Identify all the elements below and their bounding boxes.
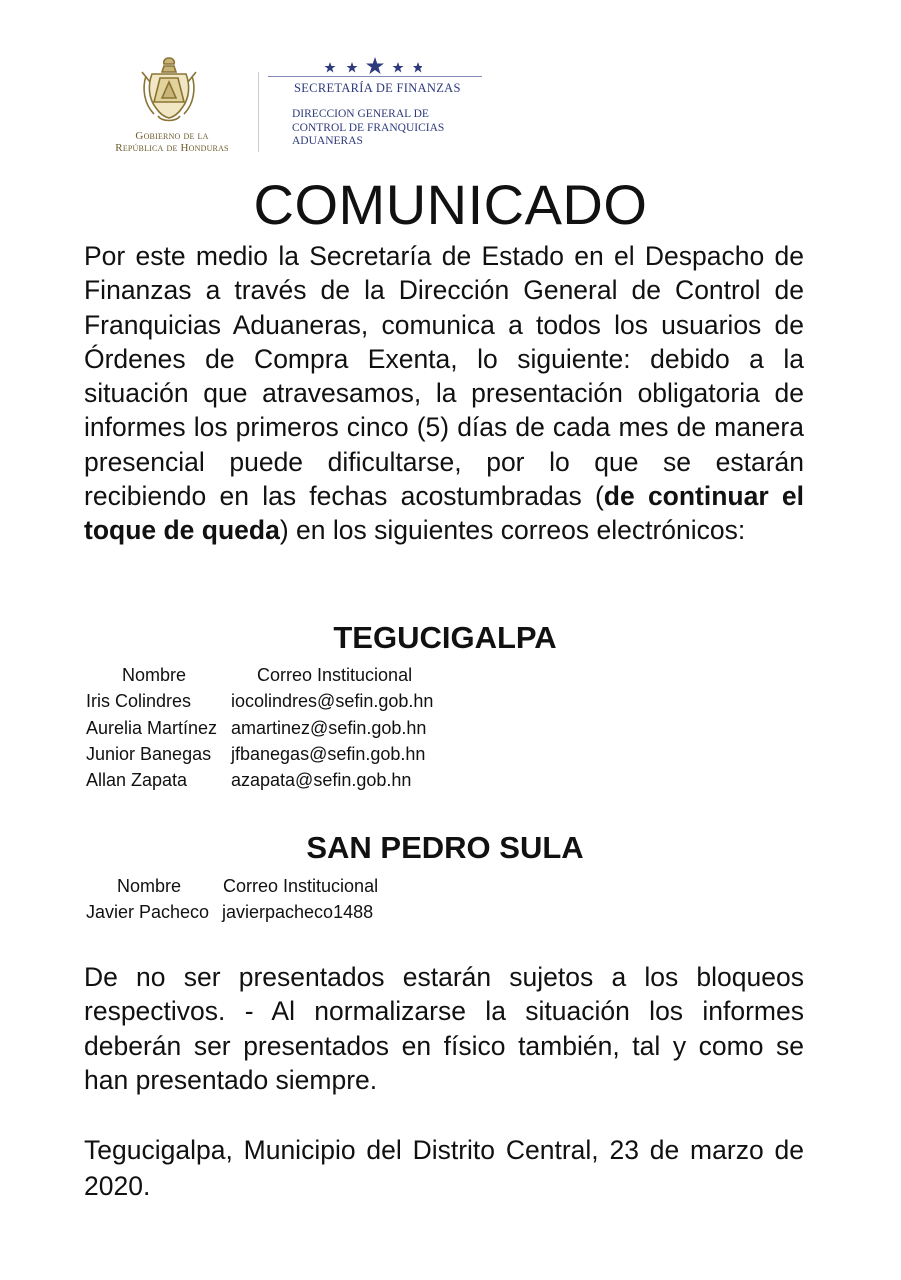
table-header xyxy=(86,662,506,688)
government-line-2: República de Honduras xyxy=(115,142,229,154)
column-header-email: Correo Institucional xyxy=(257,665,413,685)
page-title: COMUNICADO xyxy=(253,173,648,236)
table-row xyxy=(86,899,506,925)
contact-name: Junior Banegas xyxy=(86,743,212,764)
ministry-name: SECRETARÍA DE FINANZAS xyxy=(294,81,461,95)
stars-icon xyxy=(322,56,422,76)
government-name xyxy=(92,130,252,154)
letterhead xyxy=(0,0,901,165)
government-line-1: Gobierno de la xyxy=(135,130,209,142)
intro-text-bold: de continuar el toque de queda xyxy=(84,481,804,546)
coat-of-arms-icon xyxy=(138,54,200,126)
column-header-name: Nombre xyxy=(117,876,182,896)
department-name xyxy=(292,108,512,149)
contact-email: azapata@sefin.gob.hn xyxy=(231,770,412,791)
contact-email: jfbanegas@sefin.gob.hn xyxy=(231,743,426,764)
san-pedro-sula-contacts-table xyxy=(86,873,506,926)
dateline: Tegucigalpa, Municipio del Distrito Central, 23 de marzo de 2020. xyxy=(84,1135,804,1201)
contact-name: Iris Colindres xyxy=(86,691,192,712)
san-pedro-sula-heading: SAN PEDRO SULA xyxy=(306,830,584,865)
table-row xyxy=(86,741,506,767)
table-header xyxy=(86,873,506,899)
tegucigalpa-heading: TEGUCIGALPA xyxy=(333,620,557,655)
department-line-3: ADUANERAS xyxy=(292,135,363,147)
table-row xyxy=(86,767,506,793)
closing-paragraph: De no ser presentados estarán sujetos a los bloqueos respectivos. - Al normalizarse la situación los informes deberán ser presentados en físico también, tal y como se han presentado siempre. xyxy=(84,962,804,1095)
contact-email: javierpacheco1488 xyxy=(222,902,374,923)
department-line-2: CONTROL DE FRANQUICIAS xyxy=(292,121,445,134)
tegucigalpa-contacts-table xyxy=(86,662,506,793)
department-line-1: DIRECCION GENERAL DE xyxy=(292,108,429,120)
table-row xyxy=(86,688,506,714)
contact-email: amartinez@sefin.gob.hn xyxy=(231,717,427,738)
ministry-rule xyxy=(268,76,482,77)
contact-name: Aurelia Martínez xyxy=(86,717,218,738)
table-row xyxy=(86,715,506,741)
column-header-email: Correo Institucional xyxy=(223,876,379,896)
contact-email: iocolindres@sefin.gob.hn xyxy=(231,691,434,712)
intro-text-start: Por este medio la Secretaría de Estado en el Despacho de Finanzas a través de la Dirección General de Control de Franquicias Aduaneras, comunica a todos los usuarios de Órdenes de Compra Exenta, lo siguiente: debido a la situación que atravesamos, la presentación obligatoria de informes los primeros cinco (5) días de cada mes de manera presencial puede dificultarse, por lo que se estarán recibiendo en las fechas acostumbradas ( xyxy=(84,241,804,512)
header-divider xyxy=(258,72,259,152)
contact-name: Javier Pacheco xyxy=(86,902,210,923)
intro-paragraph xyxy=(84,239,804,548)
column-header-name: Nombre xyxy=(122,665,187,685)
contact-name: Allan Zapata xyxy=(86,770,188,791)
intro-text-end: ) en los siguientes correos electrónicos: xyxy=(279,515,746,546)
